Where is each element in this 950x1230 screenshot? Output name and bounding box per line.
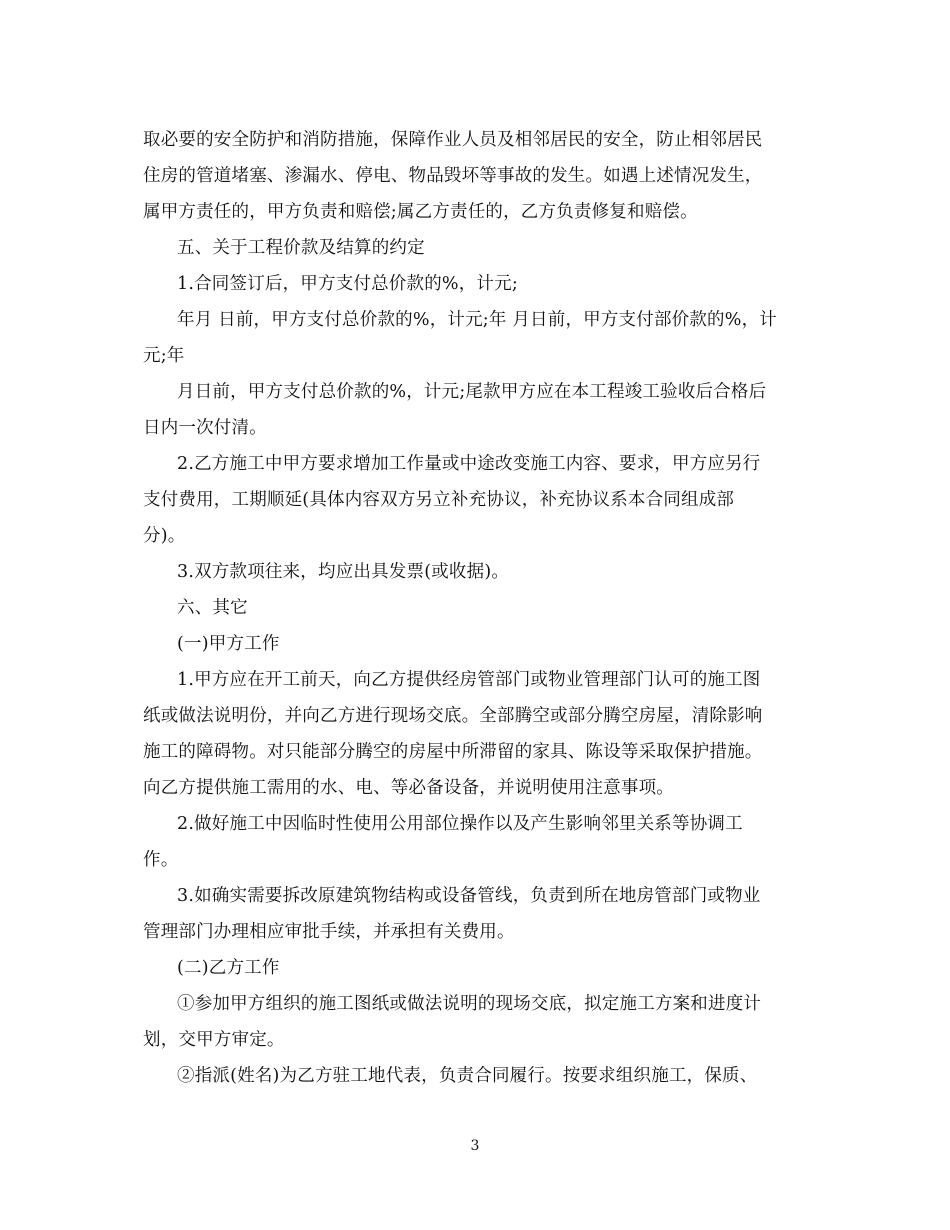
text-line-10: 2.乙方施工中甲方要求增加工作量或中途改变施工内容、要求，甲方应另行	[177, 454, 761, 474]
text-line-18: 施工的障碍物。对只能部分腾空的房屋中所滞留的家具、陈设等采取保护措施。	[143, 742, 763, 762]
text-line-12: 分)。	[143, 526, 186, 546]
text-line-19: 向乙方提供施工需用的水、电、等必备设备，并说明使用注意事项。	[143, 778, 674, 798]
text-line-11: 支付费用，工期顺延(具体内容双方另立补充协议，补充协议系本合同组成部	[143, 490, 735, 510]
text-line-22: 3.如确实需要拆改原建筑物结构或设备管线，负责到所在地房管部门或物业	[177, 886, 761, 906]
text-line-2: 住房的管道堵塞、渗漏水、停电、物品毁坏等事故的发生。如遇上述情况发生，	[143, 166, 763, 186]
section-heading-6: 六、其它	[177, 598, 248, 618]
text-line-23: 管理部门办理相应审批手续，并承担有关费用。	[143, 922, 515, 942]
text-line-26: 划，交甲方审定。	[143, 1030, 285, 1050]
text-line-9: 日内一次付清。	[143, 418, 267, 438]
text-line-7: 元;年	[143, 346, 185, 366]
text-line-5: 1.合同签订后，甲方支付总价款的%，计元;	[177, 274, 518, 294]
text-line-13: 3.双方款项往来，均应出具发票(或收据)。	[177, 562, 510, 582]
subsection-heading-party-b: (二)乙方工作	[177, 958, 280, 978]
text-line-3: 属甲方责任的，甲方负责和赔偿;属乙方责任的，乙方负责修复和赔偿。	[143, 202, 698, 222]
subsection-heading-party-a: (一)甲方工作	[177, 634, 280, 654]
text-line-25: ①参加甲方组织的施工图纸或做法说明的现场交底，拟定施工方案和进度计	[177, 994, 762, 1014]
page-number: 3	[470, 1138, 480, 1154]
text-line-1: 取必要的安全防护和消防措施，保障作业人员及相邻居民的安全，防止相邻居民	[143, 130, 763, 150]
text-line-20: 2.做好施工中因临时性使用公用部位操作以及产生影响邻里关系等协调工	[177, 814, 743, 834]
document-body	[143, 122, 803, 1094]
text-line-6: 年月 日前，甲方支付总价款的%，计元;年 月日前，甲方支付部价款的%，计	[177, 310, 777, 330]
text-line-17: 纸或做法说明份，并向乙方进行现场交底。全部腾空或部分腾空房屋，清除影响	[143, 706, 763, 726]
text-line-27: ②指派(姓名)为乙方驻工地代表，负责合同履行。按要求组织施工，保质、	[177, 1066, 758, 1086]
text-line-21: 作。	[143, 850, 179, 870]
text-line-16: 1.甲方应在开工前天，向乙方提供经房管部门或物业管理部门认可的施工图	[177, 670, 761, 690]
section-heading-5: 五、关于工程价款及结算的约定	[177, 238, 425, 258]
text-line-8: 月日前，甲方支付总价款的%，计元;尾款甲方应在本工程竣工验收后合格后	[177, 382, 767, 402]
